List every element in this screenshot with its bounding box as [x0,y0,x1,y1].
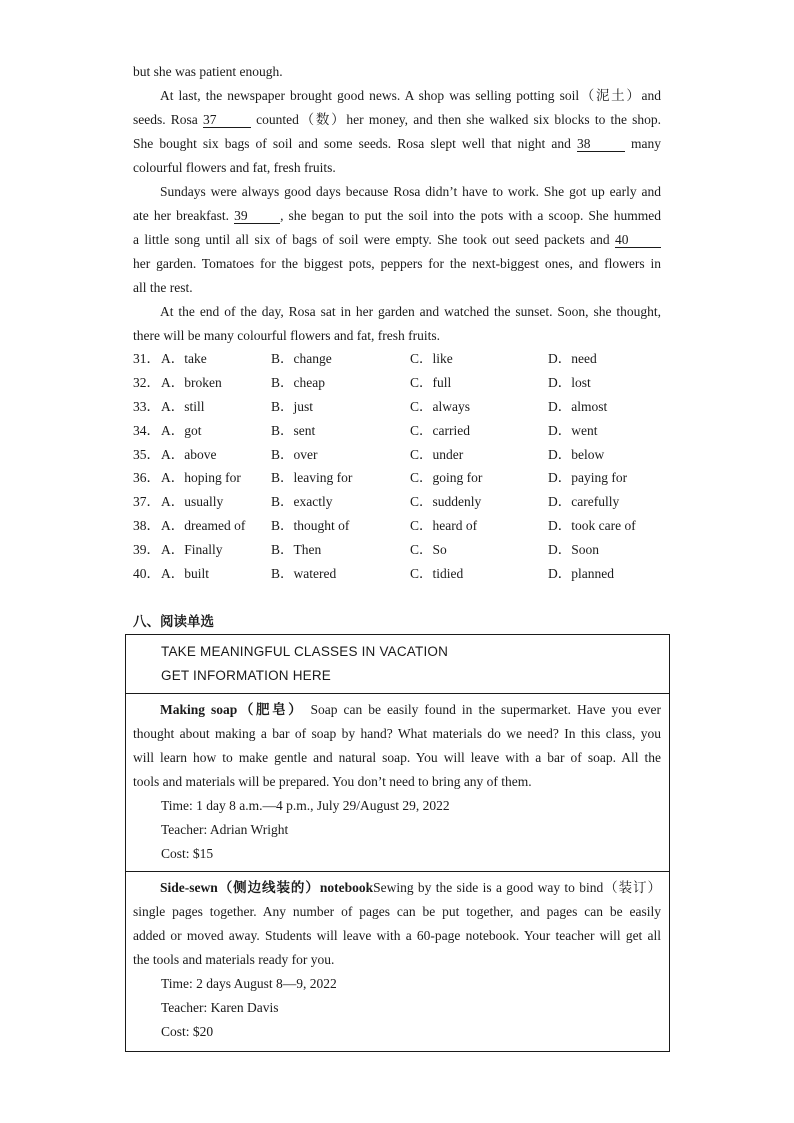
passage-line: will learn how to make gentle and natural soap. You will leave with a bar of soap. All the [133,750,661,765]
passage-line: her garden. Tomatoes for the biggest pots, peppers for the next-biggest ones, and flowers in [133,256,661,271]
option-row: 37． A．usually B．exactly C．suddenly D．carefully [133,494,620,510]
blank-38: 38 [577,137,625,152]
class-time: Time: 2 days August 8—9, 2022 [161,976,337,991]
class-teacher: Teacher: Karen Davis [161,1000,279,1015]
option-row: 33． A．still B．just C．always D．almost [133,398,608,414]
passage-line: At last, the newspaper brought good news. A shop was selling potting soil（泥土）and [160,88,661,103]
passage-line: single pages together. Any number of pages can be put together, and pages can be easily [133,904,661,919]
blank-37: 37 [203,113,251,128]
option-row: 38． A．dreamed of B．thought of C．heard of D．took care of [133,518,636,534]
passage-line: there will be many colourful flowers and fat, fresh fruits. [133,328,441,343]
option-row: 39． A．Finally B．Then C．So D．Soon [133,542,600,558]
class-making-soap [126,694,669,872]
option-row: 40． A．built B．watered C．tidied D．planned [133,566,614,582]
class-cost: Cost: $15 [161,846,214,861]
class-title: Making soap（肥皂） [160,702,305,717]
class-ad-box [125,634,670,1052]
ad-headline: TAKE MEANINGFUL CLASSES IN VACATION [161,644,449,659]
ad-subheadline: GET INFORMATION HERE [161,668,332,683]
blank-40: 40 [615,233,661,248]
ad-header [126,635,669,694]
passage-line: At the end of the day, Rosa sat in her garden and watched the sunset. Soon, she thought, [160,304,661,319]
option-row: 32． A．broken B．cheap C．full D．lost [133,374,591,390]
passage-line: thought about making a bar of soap by hand? What materials do we need? In this class, you [133,726,661,741]
passage-paragraph [133,300,661,348]
section-title: 八、阅读单选 [133,614,214,630]
passage-line: Making soap（肥皂） Soap can be easily found in the supermarket. Have you ever [160,702,662,717]
class-cost: Cost: $20 [161,1024,214,1039]
passage-line: ate her breakfast. 39 , she began to put the soil into the pots with a scoop. She hummed [133,208,661,223]
passage-line: a little song until all six of bags of soil were empty. She took out seed packets and 40 [133,228,661,252]
class-description [133,876,661,972]
option-row: 36． A．hoping for B．leaving for C．going for D．paying for [133,470,628,486]
class-title: Side-sewn（侧边线装的）notebook [160,880,374,895]
passage-paragraph [133,180,661,300]
passage-line: all the rest. [133,280,193,295]
answer-options [133,347,693,586]
passage-line: but she was patient enough. [133,64,283,79]
passage-paragraph [133,84,661,180]
blank-39: 39 [234,209,280,224]
option-row: 31． A．take B．change C．like D．need [133,351,597,366]
class-time: Time: 1 day 8 a.m.—4 p.m., July 29/August 29, 2022 [161,798,450,813]
option-row: 34． A．got B．sent C．carried D．went [133,422,598,438]
passage-line: colourful flowers and fat, fresh fruits. [133,160,336,175]
passage-line: added or moved away. Students will leave with a 60-page notebook. Your teacher will get all [133,928,661,943]
class-teacher: Teacher: Adrian Wright [161,822,289,837]
class-description [133,698,661,794]
passage-line: Side-sewn（侧边线装的）notebookSewing by the side is a good way to bind（装订） [160,880,661,895]
passage-line: tools and materials will be prepared. You don’t need to bring any of them. [133,774,532,789]
class-side-sewn-notebook [126,872,669,1050]
passage-line: She bought six bags of soil and some seeds. Rosa slept well that night and 38 many [133,136,662,151]
passage-line: seeds. Rosa 37 counted（数）her money, and then she walked six blocks to the shop. [133,112,662,127]
passage-line: Sundays were always good days because Rosa didn’t have to work. She got up early and [160,184,661,199]
passage-line: the tools and materials ready for you. [133,952,335,967]
option-row: 35． A．above B．over C．under D．below [133,446,605,462]
